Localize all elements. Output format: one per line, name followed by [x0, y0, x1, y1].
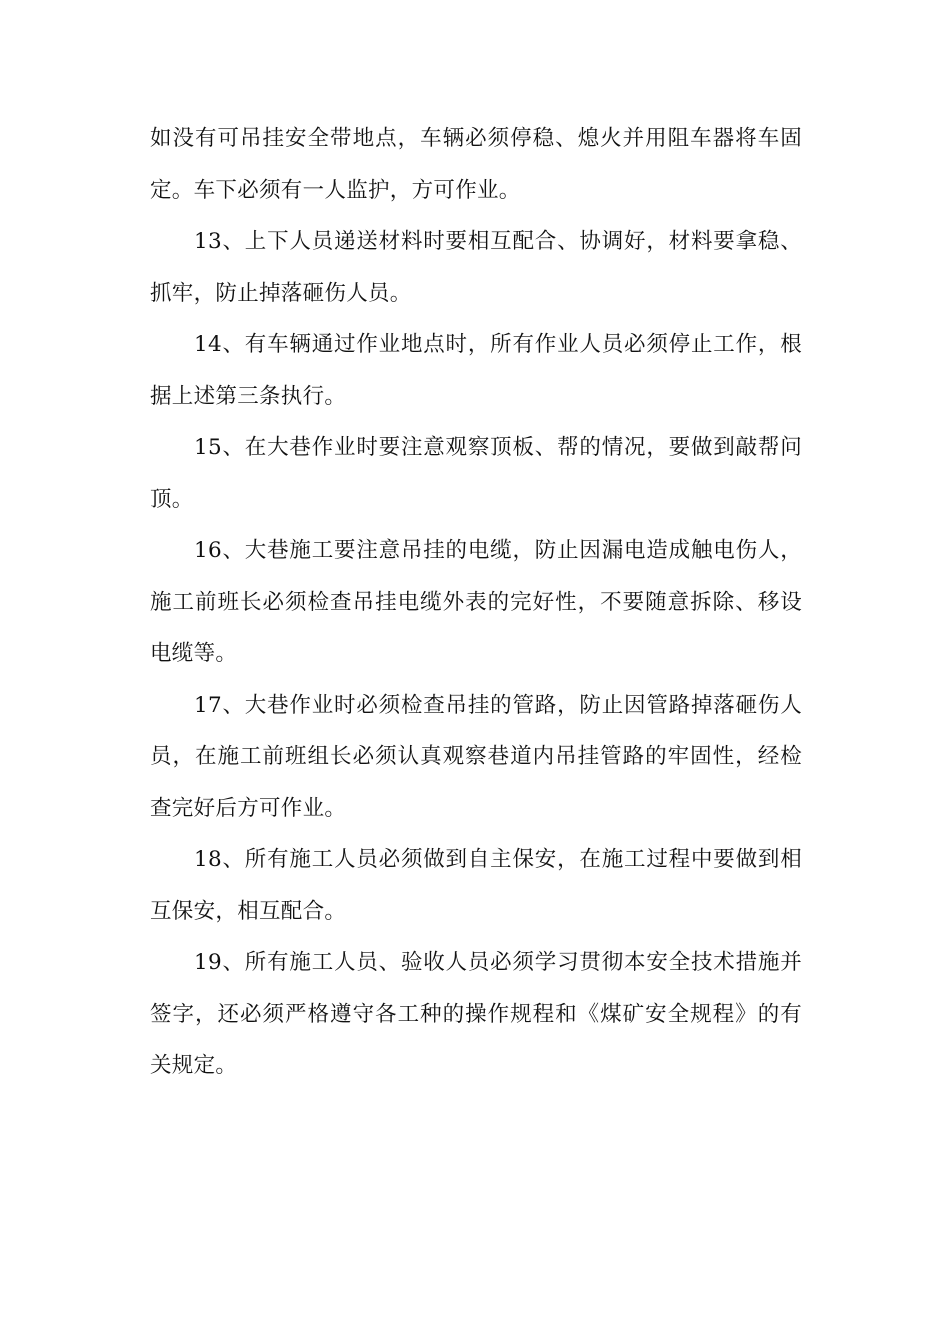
paragraph-item-16: 16、大巷施工要注意吊挂的电缆，防止因漏电造成触电伤人，施工前班长必须检查吊挂电缆外表的完好性，不要随意拆除、移设电缆等。: [150, 538, 802, 666]
document-body: [150, 113, 802, 1092]
paragraph-item-13: 13、上下人员递送材料时要相互配合、协调好，材料要拿稳、抓牢，防止掉落砸伤人员。: [150, 229, 802, 306]
paragraph-item-19: 19、所有施工人员、验收人员必须学习贯彻本安全技术措施并签字，还必须严格遵守各工种的操作规程和《煤矿安全规程》的有关规定。: [150, 950, 802, 1078]
paragraph-item-14: 14、有车辆通过作业地点时，所有作业人员必须停止工作，根据上述第三条执行。: [150, 332, 802, 409]
paragraph-item-18: 18、所有施工人员必须做到自主保安，在施工过程中要做到相互保安，相互配合。: [150, 847, 802, 924]
paragraph-continuation: 如没有可吊挂安全带地点，车辆必须停稳、熄火并用阻车器将车固定。车下必须有一人监护，方可作业。: [150, 126, 802, 203]
paragraph-item-15: 15、在大巷作业时要注意观察顶板、帮的情况，要做到敲帮问顶。: [150, 435, 802, 512]
paragraph-item-17: 17、大巷作业时必须检查吊挂的管路，防止因管路掉落砸伤人员，在施工前班组长必须认真观察巷道内吊挂管路的牢固性，经检查完好后方可作业。: [150, 692, 802, 821]
